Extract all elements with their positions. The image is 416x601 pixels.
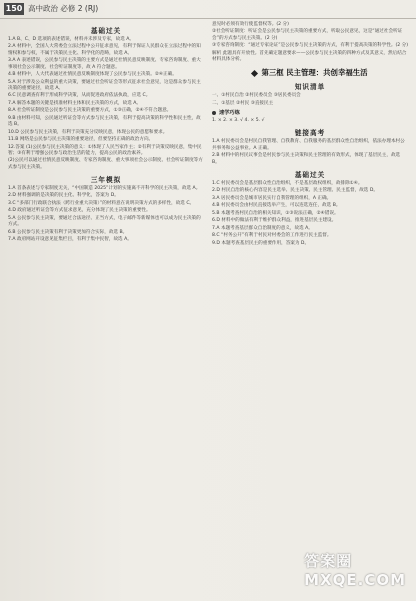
answer-paragraph: 7.A 解答本题的关键是找准材料主体和民主决策的方式，故选 A。 — [8, 100, 142, 106]
answer-paragraph: 4.D 政府通过听证会等方式征求意见，充分体现了民主决策的重要性。 — [8, 208, 151, 214]
answer-paragraph: 9.B 由材料可知，公民通过听证会等方式参与民主决策，有利于提高决策的科学性和民主性，故选 B。 — [8, 115, 201, 128]
answer-list-basic — [8, 37, 204, 143]
answer-paragraph: 6.D 材料中的做法有利于维护群众利益，推进基层民主建设。 — [212, 218, 337, 224]
answer-paragraph: ③专家咨询制度：“通过专家论证”是公民参与民主决策的方式，有利于提高决策的科学性。(2 分) — [212, 43, 409, 49]
answer-paragraph: 1.A B、C、D 选项的表述错误，材料并未涉及专家，故选 A。 — [8, 37, 135, 42]
answer-paragraph: 2.D 材料强调的是决策的民主化、科学化，答案为 D。 — [8, 193, 119, 199]
answer-paragraph: 5.A 公民参与民主决策，要通过合法途径、正当方式，电子邮件等新媒体也可以成为民主决策的方式。 — [8, 215, 201, 228]
answer-paragraph: 4.B 村民委员会由村民直接选举产生，可以连选连任，故选 B。 — [212, 203, 341, 209]
answer-paragraph: 11.B 网络是公民参与民主决策的重要途径，但要坚持正确的政治方向。 — [8, 137, 154, 143]
knowledge-list — [212, 93, 408, 107]
answer-paragraph: 8.A 社会听证制度是公民参与民主决策的重要方式，①③正确，②④不符合题意。 — [8, 108, 172, 114]
section-title-three-year: 三年模拟 — [90, 175, 122, 184]
left-column — [8, 22, 204, 245]
answer-paragraph: 1.A 首条表述与专家制度无关，“中国制造 2025”计划的实施离不开科学的民主决策，故选 A。 — [8, 185, 201, 191]
answer-paragraph: ②社会听证制度：听证会是公民参与民主决策的重要方式，听取公民意见，这是“通过社会听证会”的方式参与民主决策。(2 分) — [212, 29, 403, 41]
answer-paragraph: 1.C 村民委员会是基层群众性自治组织，不是基层政权组织，故排除①④。 — [212, 180, 363, 186]
section-title-basic: 基础过关 — [90, 27, 122, 35]
answer-paragraph: 2.D 村民自治的核心内容是民主选举、民主决策、民主管理、民主监督，故选 D。 — [212, 188, 378, 194]
answer-paragraph: 意见时必须有效行使监督权等。(2 分) — [212, 22, 289, 27]
chapter-title: 第三框 民主管理：共创幸福生活 — [212, 67, 408, 78]
answer-paragraph: 3.C “多部门行政联合执法（跨行业重大决策）”的材料意在说明决策方式的多样性，故选 C。 — [8, 200, 195, 206]
answer-paragraph: 解析 此题具有开放性。首先确定题意要求——公民参与民主决策的四种方式及其意义，然后结合材料具体分析。 — [212, 50, 407, 63]
page-number: 150 — [5, 4, 23, 13]
answer-list-three-year — [8, 186, 204, 244]
answer-paragraph: 2.A 材料中，全国人大常委会立法过程中公开征求意见，有利于保证人民群众在立法过程中的知情权和参与权，不属于决策民主化、科学化的范畴，故选 A。 — [8, 44, 201, 56]
answer-paragraph: 5.A 对于涉及公众利益的重大决策，要通过社会听证会等形式征求社会意见，这是群众参与民主决策的重要途径，故选 A。 — [8, 79, 201, 91]
answer-paragraph: 4.B 材料中，人大代表通过社情民意反映制度体现了公民参与民主决策。②④正确。 — [8, 72, 177, 78]
link-exam-list — [212, 139, 408, 165]
answer-paragraph: 5.B 本题考查村民自治的相关知识，①③说法正确，②④错误。 — [212, 210, 339, 216]
basic-answer-list — [212, 181, 408, 247]
quick-practice-answers: 1. × 2. × 3. √ 4. × 5. √ — [212, 118, 265, 124]
answer-paragraph: (2)公民可以通过社情民意反映制度、专家咨询制度、重大事项社会公示制度、社会听证制度等方式参与民主决策。 — [8, 158, 203, 170]
answer-paragraph: 12.答案 (1)公民参与民主决策的意义：①体现了人民当家作主；②有利于决策反映民意，集中民智；③有利于增强公民参与政治生活的能力，提高公民的政治素养。 — [8, 144, 202, 156]
answer-paragraph: 6.B 公民参与民主决策有利于决策更加符合实际，故选 B。 — [8, 229, 128, 235]
answer-paragraph: 7.A 本题考查基层群众自治制度的意义，故选 A。 — [212, 225, 313, 231]
bullet-icon — [212, 111, 216, 115]
answer-paragraph: 9.D 本题考查基层民主的重要作用，答案为 D。 — [212, 240, 310, 246]
answer-paragraph: 10.D 公民参与民主决策，有利于决策充分反映民意，体现公民的意愿和要求。 — [8, 129, 168, 135]
answer-paragraph: 7.A 政府网站开设意见征集栏目，有利于集中民智，故选 A。 — [8, 237, 132, 243]
answer-paragraph: 3.A A 表述错误，公民参与民主决策的主要方式是通过社情民意反映制度、专家咨询制度、重大事项社会公示制度、社会听证制度等，故 A 符合题意。 — [8, 58, 201, 70]
page-header — [0, 0, 416, 19]
answer-paragraph: 8.C “村务公开”有利于村民对村委会的工作进行民主监督。 — [212, 233, 332, 239]
answer-paragraph: 3.A 居民委员会是城市居民实行自我管理的组织，A 正确。 — [212, 195, 332, 201]
right-column — [212, 22, 408, 248]
answer-paragraph: 2.B 材料中的村民议事会是村民参与民主决策和民主管理的有效形式，体现了基层民主，故选 B。 — [212, 153, 401, 165]
answer-paragraph: 二、①基层 ②村民 ③直接民主 — [212, 100, 274, 106]
section-title-basic-right: 基础过关 — [294, 170, 326, 179]
answer-paragraph: 一、①村民自治 ②村民委员会 ③居民委员会 — [212, 93, 301, 99]
watermark-text: 答案圈 MXQE.COM — [304, 552, 406, 589]
section-title-link-exam: 链接高考 — [294, 129, 326, 138]
diamond-bullet-icon — [251, 70, 258, 77]
quick-practice-heading: 速学巧练 — [212, 109, 408, 116]
answer-paragraph: 6.C 民意调查有利于形成科学决策，从而促进政府依法执政，应选 C。 — [8, 93, 151, 99]
book-title: 高中政治 必修 2 (RJ) — [28, 4, 99, 13]
section-title-knowledge: 知识清单 — [294, 83, 326, 92]
answer-list-continued — [212, 22, 408, 63]
watermark-logo — [292, 537, 410, 593]
answer-paragraph: 1.A 村民委员会是村民自我管理、自我教育、自我服务的基层群众性自治组织，依法办理本村公共事务和公益事业。A 正确。 — [212, 139, 405, 151]
